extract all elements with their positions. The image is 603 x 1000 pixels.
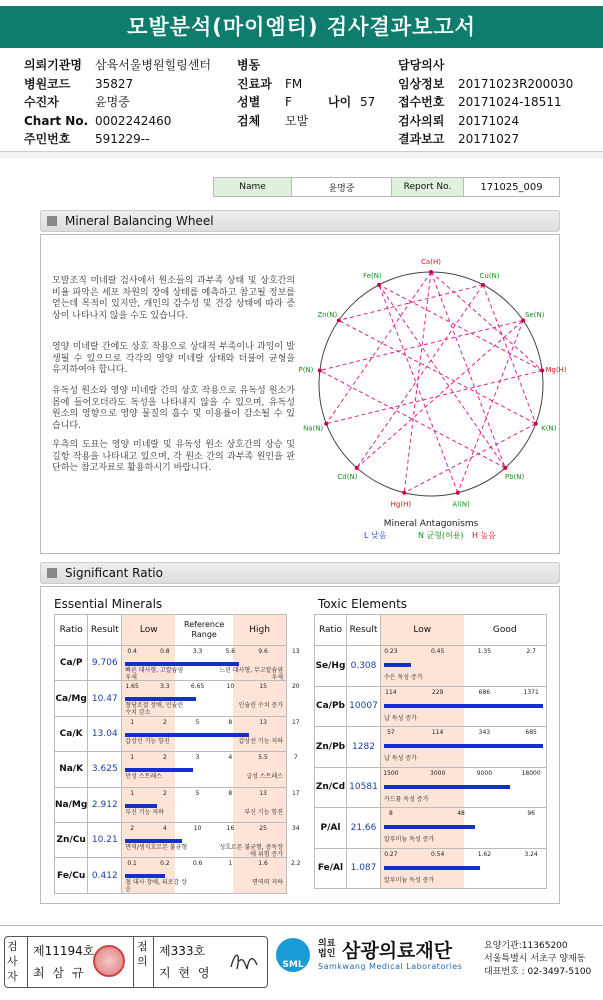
ratio-result: 13.04	[88, 716, 122, 751]
report-title: 모발분석(마이엠티) 검사결과보고서	[0, 6, 603, 48]
mineral-node	[324, 422, 328, 426]
ratio-result: 10.47	[88, 681, 122, 716]
mineral-label: Ca(H)	[421, 258, 441, 266]
legend-item: L 낮음	[364, 531, 387, 540]
tick-label: 1	[130, 789, 135, 797]
ratio-bar	[384, 663, 411, 667]
mineral-node	[540, 368, 544, 372]
tick-label: 5	[195, 718, 200, 726]
ratio-bar-cell	[381, 686, 547, 727]
mineral-label: Mg(H)	[545, 366, 567, 375]
section-title: Significant Ratio	[65, 566, 163, 580]
ratio-result: 0.412	[88, 858, 122, 893]
ratio-label: Ca/P	[55, 646, 88, 681]
mineral-label: Zn(N)	[317, 311, 338, 320]
doctor-name: 지 현 영	[159, 966, 212, 980]
antagonism-line	[431, 272, 505, 468]
ratio-result: 10007	[347, 686, 381, 727]
ratio-label: Na/Mg	[55, 787, 88, 822]
tick-label: 17	[291, 718, 300, 726]
antagonism-line	[379, 285, 505, 468]
ratio-label: Na/K	[55, 752, 88, 787]
col-result: Result	[347, 615, 381, 646]
wheel-caption: Mineral Antagonisms	[383, 519, 479, 529]
info-value: 35827	[95, 76, 134, 91]
mineral-node	[456, 491, 460, 495]
tick-label: 20	[291, 683, 300, 691]
license-number: 제11194호	[33, 944, 95, 958]
tick-label: 96	[527, 810, 535, 817]
tick-label: 1500	[383, 769, 399, 777]
tick-label: 686	[478, 688, 491, 696]
ratio-bar-cell	[381, 767, 547, 808]
ratio-label: Zn/Cd	[315, 767, 347, 808]
tick-label: 1.35	[477, 648, 492, 655]
ratio-bar	[125, 768, 193, 772]
info-label: 접수번호	[398, 95, 445, 109]
tick-label: 2	[162, 718, 167, 726]
tick-label: 10	[226, 683, 235, 691]
tick-label: 1	[130, 754, 135, 762]
mineral-label: Hg(H)	[390, 500, 412, 509]
tick-label: 48	[457, 810, 465, 817]
tick-label: 229	[431, 688, 444, 696]
tick-label: 114	[385, 688, 397, 696]
ratio-note: 면역/생식호르몬 불균형	[125, 843, 188, 851]
ratio-label: Ca/Mg	[55, 681, 88, 716]
ratio-label: Fe/Al	[315, 848, 347, 889]
ratio-bar	[384, 744, 543, 748]
ratio-note: 수은 독성 증가	[384, 674, 423, 681]
ratio-bar	[125, 662, 239, 666]
ratio-result: 0.308	[347, 646, 381, 687]
tick-label: 114	[431, 729, 444, 736]
legend-item: N 균형(허용)	[418, 531, 464, 540]
toxic-title: Toxic Elements	[318, 597, 408, 611]
info-value: F	[285, 95, 292, 109]
tick-label: 1.62	[477, 850, 492, 858]
square-icon	[47, 568, 57, 578]
tick-label: 16	[226, 824, 235, 832]
mineral-label: Na(N)	[303, 424, 324, 433]
ratio-label: Fe/Cu	[55, 858, 88, 893]
antagonism-line	[339, 285, 483, 321]
section-title: Mineral Balancing Wheel	[65, 214, 214, 228]
report-id-strip	[213, 177, 560, 197]
ratio-bar-cell	[122, 858, 301, 894]
section-wheel-header	[40, 210, 560, 232]
info-label: 검사의뢰	[398, 113, 445, 128]
antagonism-line	[379, 285, 542, 371]
ratio-label: Se/Hg	[315, 646, 347, 687]
info-value: 57	[360, 95, 376, 109]
inspector-label: 검 사 자	[7, 940, 18, 983]
seal-stamp	[93, 945, 125, 977]
mineral-node	[481, 283, 485, 287]
tick-label: 1	[130, 718, 135, 726]
tick-label: 9000	[476, 769, 493, 777]
info-value: 삼육서울병원힐링센터	[95, 58, 211, 72]
footer-divider	[0, 925, 603, 926]
org-name: 삼광의료재단	[342, 940, 453, 962]
tick-label: 2.7	[526, 648, 536, 655]
paragraph: 우측의 도표는 영양 미네랄 및 유독성 원소 상호간의 상승 및 길항 작용을 나타내고 있으며, 각 원소 간의 과부족 원인을 판단하는 참고자료로 활용하시기 바랍니다.	[52, 440, 295, 473]
info-label: 성별	[237, 95, 261, 109]
tick-label: 1	[228, 860, 233, 868]
ratio-bar	[384, 704, 543, 708]
tick-label: 13	[259, 718, 267, 726]
ratio-bar	[125, 839, 181, 843]
info-value: 591229--	[95, 132, 150, 146]
tick-label: 4	[228, 754, 233, 762]
ratio-bar-cell	[122, 646, 300, 681]
signature	[227, 947, 261, 977]
col-high: High	[233, 615, 286, 645]
patient-name: 윤명중	[291, 178, 391, 196]
tick-label: 3.3	[192, 648, 203, 655]
ratio-label: Zn/Pb	[315, 727, 347, 768]
ratio-note: 갑상선 기능 항진	[125, 737, 170, 745]
ratio-note: 만성 스트레스	[125, 773, 162, 781]
ratio-result: 9.706	[88, 646, 122, 681]
col-ratio: Ratio	[315, 615, 347, 646]
ratio-bar-cell	[122, 822, 300, 858]
tick-label: 343	[478, 729, 491, 736]
tick-label: 2	[162, 789, 167, 797]
tick-label: 18000	[521, 769, 541, 777]
tick-label: 6.65	[190, 683, 205, 691]
report-no-label: Report No.	[391, 178, 463, 196]
antagonism-line	[326, 370, 542, 423]
tick-label: 685	[525, 729, 537, 736]
section-ratio-header	[40, 562, 560, 584]
col-low: Low	[381, 615, 464, 645]
ratio-note: 알루미늄 독성 증가	[384, 836, 435, 843]
col-result: Result	[88, 615, 122, 646]
ratio-note: 혈당조절 장애, 인슐린 수치 감소	[125, 702, 184, 717]
tick-label: 10	[193, 824, 202, 832]
info-label: 주민번호	[24, 132, 71, 146]
ratio-label: Ca/K	[55, 716, 88, 751]
name-label: Name	[214, 178, 291, 196]
tick-label: 0.1	[127, 860, 137, 868]
ratio-bar	[384, 866, 480, 870]
ratio-note: 갑상선 기능 저하	[238, 737, 283, 745]
mineral-node	[429, 270, 433, 274]
info-value: 20171023R200030	[458, 76, 574, 91]
tick-label: 0.8	[160, 648, 170, 655]
ratio-result: 3.625	[88, 752, 122, 787]
info-label: 진료과	[237, 76, 272, 91]
org-contact: 요양기관:11365200 서울특별시 서초구 양재동 대표번호 : 02-3497-5100	[484, 941, 592, 977]
info-label: Chart No.	[24, 113, 89, 128]
paragraph: 모발조직 미네랄 검사에서 원소들의 과부족 상태 및 상호간의 비율 파악은 세포 차원의 장애 상태를 예측하고 참고될 정보를 얻는데 목적이 있지만, 개인의 감수성 및 건강 상태에 따라 증상이 나타나지 않을 수도 있습니다.	[52, 276, 295, 321]
info-value: FM	[285, 76, 303, 91]
mineral-label: Fe(N)	[363, 272, 382, 281]
mineral-label: Al(N)	[452, 500, 470, 509]
ratio-bar-cell	[381, 727, 547, 768]
header-divider	[0, 151, 603, 159]
tick-label: 7	[293, 754, 298, 762]
mineral-node	[402, 491, 406, 495]
ratio-bar-cell	[122, 787, 300, 822]
ratio-note: 카드뮴 독성 증가	[384, 795, 429, 803]
ratio-bar	[125, 697, 196, 701]
info-label: 수진자	[24, 95, 59, 109]
doctor-label: 점 의	[137, 940, 148, 968]
ratio-bar	[384, 825, 475, 829]
mineral-wheel	[298, 252, 567, 552]
signature-box	[4, 936, 268, 988]
ratio-result: 10581	[347, 767, 381, 808]
ratio-note: 납 독성 증가	[384, 755, 417, 762]
antagonism-line	[320, 370, 505, 467]
tick-label: 9.6	[258, 648, 268, 655]
ratio-label: P/Al	[315, 808, 347, 849]
tick-label: 3	[195, 754, 200, 762]
tick-label: 34	[291, 824, 300, 832]
legend-item: H 높음	[472, 531, 497, 540]
ratio-bar-cell	[381, 848, 547, 889]
info-value: 20171024-18511	[458, 95, 562, 109]
tick-label: 3.24	[524, 850, 538, 858]
report-no: 171025_009	[463, 178, 559, 196]
tick-label: 5	[195, 789, 200, 797]
tick-label: 3000	[430, 769, 446, 777]
square-icon	[47, 216, 57, 226]
license-number: 제333호	[159, 944, 206, 958]
ratio-bar-cell	[122, 752, 298, 787]
mineral-label: P(N)	[298, 366, 314, 375]
tick-label: 13	[291, 648, 300, 655]
tick-label: 4	[162, 824, 167, 832]
info-value: 모발	[285, 113, 309, 128]
tick-label: 15	[259, 683, 267, 691]
col-ref: Reference Range	[184, 620, 225, 639]
ratio-note: 빠른 대사형, 고칼슘염 우세	[125, 667, 184, 681]
info-label: 임상정보	[398, 76, 445, 91]
tick-label: 2.2	[291, 860, 301, 868]
col-low: Low	[122, 615, 175, 645]
tick-label: 0.23	[384, 648, 398, 655]
ratio-label: Zn/Cu	[55, 822, 88, 857]
tick-label: 17	[291, 789, 300, 797]
org-name-en: Samkwang Medical Laboratories	[318, 962, 463, 971]
ratio-note: 철 대사 장애, 피로감 상승	[125, 879, 187, 894]
info-label: 검체	[237, 113, 261, 128]
mineral-node	[534, 422, 538, 426]
info-value: 0002242460	[95, 113, 172, 128]
tick-label: 0.2	[160, 860, 170, 868]
ratio-result: 1282	[347, 727, 381, 768]
antagonism-line	[458, 320, 523, 492]
info-label: 담당의사	[398, 58, 445, 72]
mineral-node	[355, 466, 359, 470]
col-ratio: Ratio	[55, 615, 88, 646]
ratio-bar-cell	[122, 716, 300, 751]
mineral-node	[318, 368, 322, 372]
sml-logo-icon: SML	[276, 938, 310, 972]
mineral-node	[503, 466, 507, 470]
ratio-note: 면역력 저하	[252, 879, 283, 887]
tick-label: 2	[162, 754, 167, 762]
ratio-note: 인슐린 수치 증가	[238, 702, 283, 710]
tick-label: 1371	[523, 688, 539, 696]
ratio-note: 느린 대사형, 무고칼슘염 우세	[219, 667, 283, 681]
ratio-note: 납 독성 증가	[384, 714, 417, 722]
tick-label: 0.27	[384, 850, 398, 858]
mineral-label: K(N)	[541, 424, 557, 433]
antagonism-line	[357, 285, 483, 468]
ratio-result: 10.21	[88, 822, 122, 857]
paragraph: 유독성 원소와 영양 미네랄 간의 상호 작용으로 유독성 원소가 몸에 들어오더라도 독성을 나타내지 않을 수 있으며, 유독성 원소의 영향으로 영양 물질의 흡수 및 이용률이 감소될 수 있습니다.	[52, 386, 295, 431]
info-label: 병동	[237, 58, 261, 72]
info-label: 결과보고	[398, 132, 445, 146]
mineral-node	[337, 318, 341, 322]
ratio-bar	[125, 874, 165, 878]
tick-label: 57	[387, 729, 395, 736]
info-label: 의뢰기관명	[24, 58, 82, 72]
tick-label: 5.6	[225, 648, 236, 655]
tick-label: 1.6	[258, 860, 268, 868]
tick-label: 0.6	[192, 860, 203, 868]
tick-label: 2	[130, 824, 135, 832]
ratio-bar	[384, 785, 510, 789]
ratio-bar	[125, 733, 248, 737]
ratio-bar-cell	[381, 646, 547, 687]
mineral-node	[377, 283, 381, 287]
info-label: 병원코드	[24, 76, 71, 91]
info-label: 나이	[328, 95, 352, 109]
ratio-result: 2.912	[88, 787, 122, 822]
ratio-bar-cell	[381, 808, 547, 849]
ratio-note: 부신 기능 항진	[244, 808, 283, 816]
info-value: 20171027	[458, 132, 520, 146]
tick-label: 25	[259, 824, 267, 832]
mineral-label: Pb(N)	[504, 473, 525, 482]
ratio-bar-cell	[122, 681, 300, 717]
mineral-label: Se(N)	[524, 311, 545, 320]
ratio-result: 1.087	[347, 848, 381, 889]
tick-label: 8	[228, 718, 233, 726]
ratio-label: Ca/Pb	[315, 686, 347, 727]
ratio-note: 성호르몬 불균형, 중독장애 위험 증가	[219, 843, 283, 858]
mineral-label: Cd(N)	[337, 473, 358, 482]
tick-label: 0.45	[430, 648, 445, 655]
tick-label: 8	[388, 810, 393, 817]
antagonism-line	[404, 424, 536, 493]
ratio-result: 21.66	[347, 808, 381, 849]
essential-title: Essential Minerals	[54, 597, 163, 611]
inspector-name: 최 삼 규	[33, 966, 86, 980]
tick-label: 5.5	[258, 754, 268, 762]
tick-label: 0.4	[127, 648, 137, 655]
tick-label: 3.3	[160, 683, 170, 691]
col-good: Good	[492, 625, 517, 635]
paragraph: 영양 미네랄 간에도 상호 작용으로 상대적 부족이나 과잉이 발생될 수 있으므로 각각의 영양 미네랄 상태와 더불어 균형을 유지하여야 합니다.	[52, 342, 295, 375]
ratio-bar	[125, 804, 157, 808]
mineral-label: Cu(N)	[479, 272, 500, 281]
ratio-note: 급성 스트레스	[246, 773, 283, 781]
antagonism-line	[320, 320, 523, 370]
org-type: 의료 법인	[318, 939, 336, 959]
tick-label: 1.65	[125, 683, 139, 691]
antagonism-line	[483, 285, 536, 424]
tick-label: 0.54	[430, 850, 445, 858]
ratio-note: 알루미늄 독성 증가	[384, 876, 435, 884]
tick-label: 8	[228, 789, 233, 797]
wheel-circle	[319, 272, 543, 496]
ratio-note: 부신 기능 저하	[125, 808, 164, 816]
info-value: 윤명중	[95, 95, 130, 109]
tick-label: 13	[259, 789, 267, 797]
info-value: 20171024	[458, 113, 520, 128]
